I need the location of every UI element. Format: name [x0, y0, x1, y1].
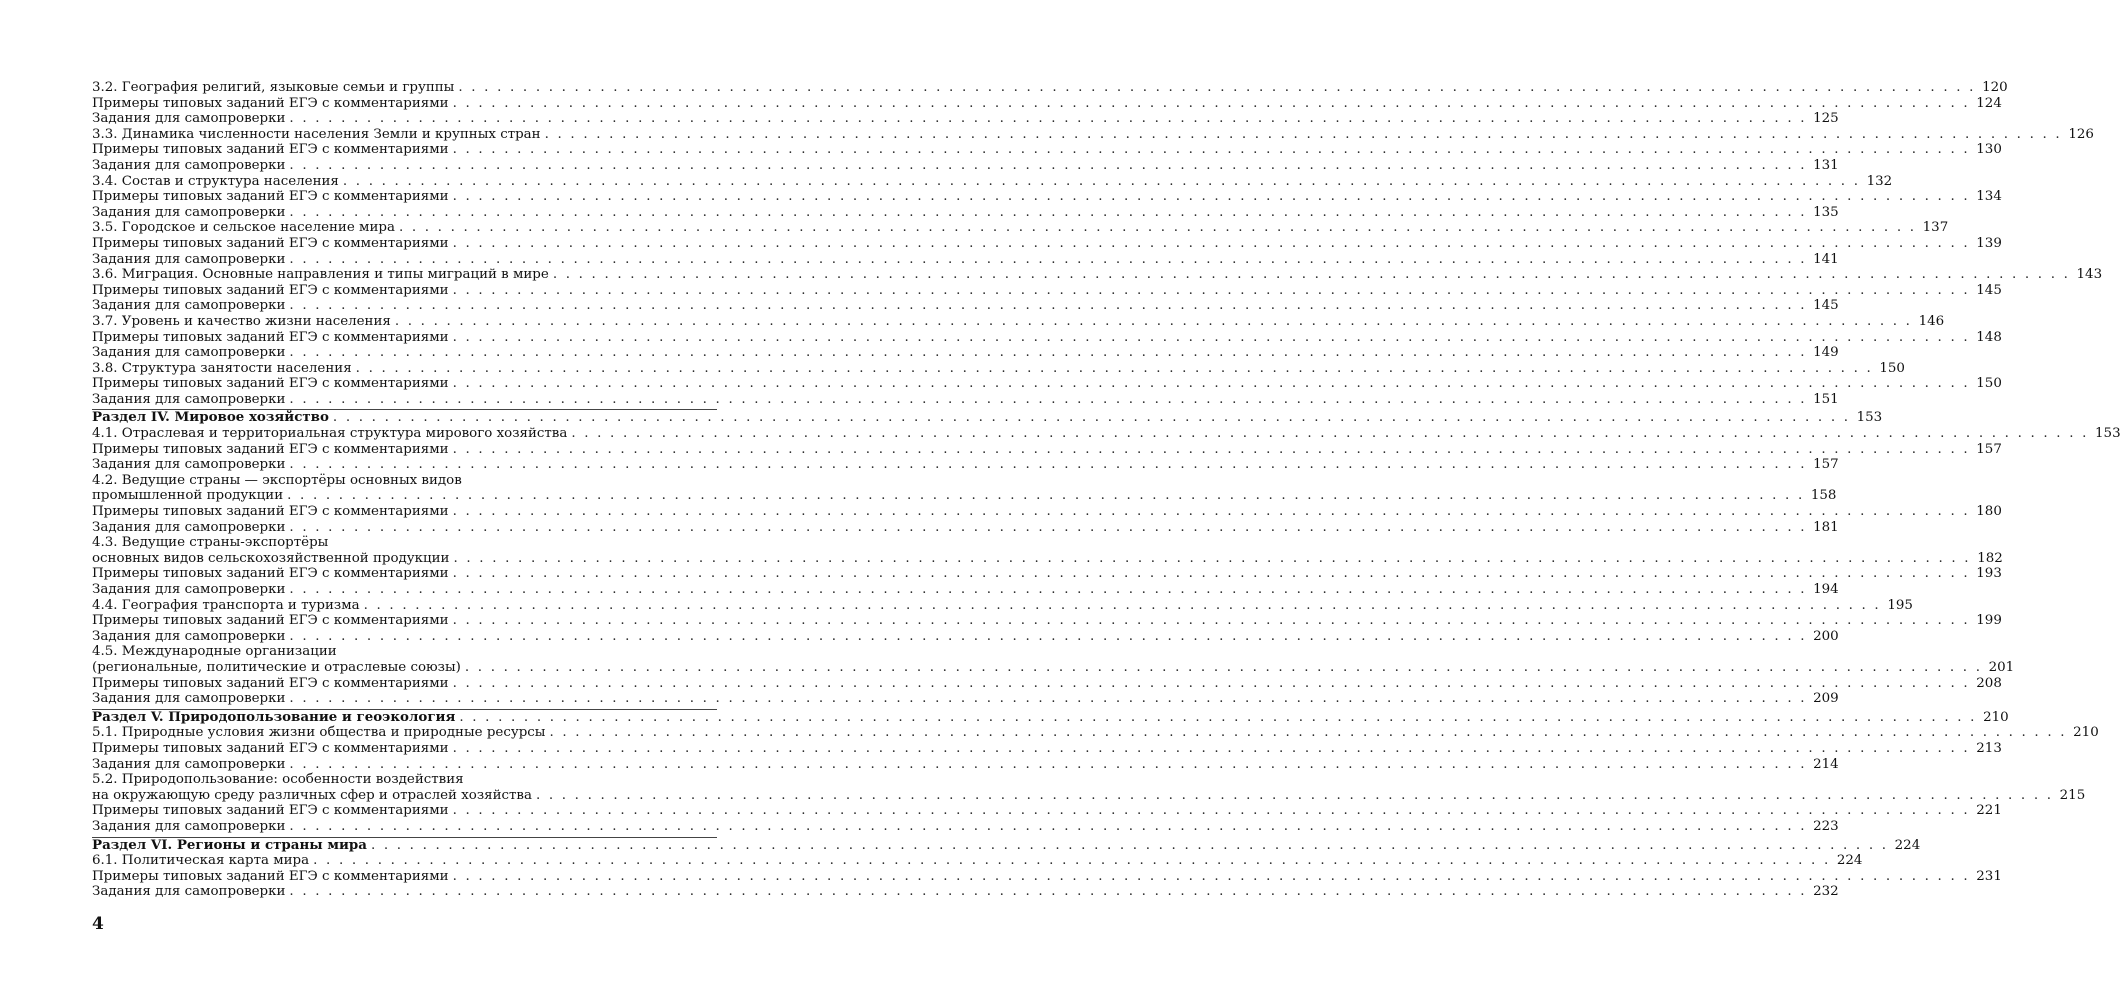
toc-entry-title: 3.8. Структура занятости населения	[92, 360, 352, 376]
toc-entry-title: Задания для самопроверки	[92, 391, 286, 407]
toc-entry-title: Примеры типовых заданий ЕГЭ с комментариями	[92, 613, 449, 629]
toc-entry-row	[92, 818, 1839, 835]
toc-entry-heading-line: 5.2. Природопользование: особенности воздействия	[92, 772, 464, 788]
toc-entry-page: 153	[1856, 410, 1883, 426]
dot-leader	[289, 205, 1806, 221]
toc-entry-page: 145	[1813, 298, 1839, 314]
toc-entry-title: Задания для самопроверки	[92, 204, 286, 220]
toc-entry-title: Задания для самопроверки	[92, 691, 286, 707]
dot-leader	[458, 80, 1975, 96]
toc-entry-row	[92, 376, 2002, 392]
toc-entry-page: 201	[1988, 659, 2015, 675]
dot-leader	[287, 488, 1804, 504]
toc-section-row	[92, 409, 1883, 426]
dot-leader	[333, 410, 1850, 426]
toc-entry-page: 149	[1813, 345, 1839, 361]
toc-section-row	[92, 836, 1921, 854]
dot-leader	[364, 598, 1881, 614]
toc-entry-row	[92, 251, 1839, 268]
toc-entry-row	[92, 550, 2003, 567]
toc-entry-title: Примеры типовых заданий ЕГЭ с комментариями	[92, 868, 449, 884]
toc-entry-page: 153	[2095, 426, 2121, 442]
toc-entry-title: Примеры типовых заданий ЕГЭ с комментариями	[92, 376, 449, 392]
dot-leader	[453, 142, 1970, 158]
toc-entry-page: 137	[1922, 220, 1949, 236]
toc-entry-page: 150	[1879, 360, 1905, 376]
toc-entry-title: Задания для самопроверки	[92, 582, 286, 597]
toc-entry-row	[92, 329, 2002, 346]
toc-entry-page: 200	[1813, 628, 1839, 644]
toc-entry-row	[92, 868, 2002, 885]
dot-leader	[453, 741, 1970, 757]
toc-entry-title: Задания для самопроверки	[92, 457, 286, 473]
toc-entry-row	[92, 597, 1913, 614]
toc-entry-page: 232	[1813, 884, 1839, 900]
toc-entry-row	[92, 267, 2103, 283]
toc-entry-row	[92, 675, 2002, 692]
toc-entry-row	[92, 566, 2002, 582]
toc-entry-title: Задания для самопроверки	[92, 251, 286, 267]
toc-entry-page: 210	[2073, 725, 2099, 741]
dot-leader	[395, 314, 1912, 330]
toc-entry-title: Примеры типовых заданий ЕГЭ с комментариями	[92, 142, 449, 158]
toc-entry-title: 3.5. Городское и сельское население мира	[92, 220, 395, 236]
toc-section-row	[92, 708, 2009, 726]
toc-entry-page: 158	[1810, 488, 1837, 504]
toc-entry-row	[92, 613, 2002, 629]
toc-entry-page: 214	[1813, 756, 1839, 772]
dot-leader	[453, 551, 1970, 567]
toc-entry-title: Задания для самопроверки	[92, 345, 286, 361]
toc-entry-page: 150	[1976, 376, 2002, 392]
toc-entry-title: на окружающую среду различных сфер и отраслей хозяйства	[92, 787, 532, 803]
dot-leader	[289, 520, 1806, 536]
dot-leader	[453, 442, 1970, 458]
toc-entry-page: 135	[1813, 204, 1839, 220]
toc-entry-page: 151	[1813, 391, 1839, 407]
toc-entry-page: 157	[1813, 457, 1839, 473]
toc-entry-title: Задания для самопроверки	[92, 519, 286, 535]
toc-entry-page: 210	[1983, 709, 2009, 725]
dot-leader	[399, 220, 1916, 236]
dot-leader	[549, 725, 2066, 741]
toc-entry-page: 134	[1976, 189, 2002, 205]
toc-entry-page: 195	[1887, 597, 1913, 613]
toc-entry-row	[92, 756, 1839, 773]
toc-entry-page: 224	[1836, 853, 1863, 869]
toc-entry-row	[92, 80, 2008, 96]
toc-entry-title: Задания для самопроверки	[92, 628, 286, 644]
toc-entry-row	[92, 519, 1839, 536]
toc-entry-title: Раздел IV. Мировое хозяйство	[92, 409, 329, 426]
dot-leader	[289, 111, 1806, 127]
toc-entry-title: 6.1. Политическая карта мира	[92, 853, 310, 869]
toc-entry-heading-line: 4.3. Ведущие страны-экспортёры	[92, 535, 329, 551]
toc-entry-row	[92, 126, 2094, 143]
toc-entry-page: 182	[1977, 550, 2003, 566]
toc-entry-row	[92, 884, 1839, 900]
toc-entry-page: 131	[1813, 157, 1839, 173]
toc-entry-title: Примеры типовых заданий ЕГЭ с комментариями	[92, 675, 449, 691]
toc-entry-row	[92, 582, 1839, 598]
toc-entry-row	[92, 504, 2002, 520]
toc-entry-row	[92, 628, 1839, 645]
toc-entry-page: 194	[1813, 582, 1839, 597]
toc-entry-page: 130	[1976, 142, 2002, 158]
toc-entry-page: 141	[1813, 251, 1839, 267]
dot-leader	[459, 710, 1976, 726]
dot-leader	[536, 788, 2053, 804]
toc-entry-page: 143	[2076, 267, 2103, 283]
toc-entry-row	[92, 426, 2121, 442]
dot-leader	[289, 392, 1806, 408]
toc-entry-page: 224	[1894, 837, 1921, 853]
toc-entry-row	[92, 95, 2002, 112]
toc-entry-title: Примеры типовых заданий ЕГЭ с комментариями	[92, 189, 449, 205]
toc-entry-page: 199	[1976, 613, 2002, 629]
toc-entry-page: 148	[1976, 329, 2002, 345]
toc-entry-page: 120	[1982, 80, 2008, 95]
toc-entry-title: Задания для самопроверки	[92, 884, 286, 900]
toc-entry-title: 4.1. Отраслевая и территориальная структура мирового хозяйства	[92, 426, 568, 442]
dot-leader	[453, 869, 1970, 885]
dot-leader	[453, 613, 1970, 629]
toc-entry-title: Задания для самопроверки	[92, 111, 286, 127]
dot-leader	[453, 803, 1970, 819]
toc-entry-row	[92, 220, 1949, 236]
dot-leader	[453, 504, 1970, 520]
toc-entry-page: 221	[1976, 803, 2002, 819]
dot-leader	[453, 676, 1970, 692]
toc-entry-title: Примеры типовых заданий ЕГЭ с комментариями	[92, 566, 449, 582]
toc-entry-title: промышленной продукции	[92, 488, 284, 504]
toc-entry-page: 223	[1813, 818, 1839, 834]
toc-entry-title: Раздел VI. Регионы и страны мира	[92, 836, 367, 853]
dot-leader	[313, 853, 1830, 869]
toc-entry-row	[92, 173, 1893, 190]
toc-entry-title: основных видов сельскохозяйственной продукции	[92, 550, 450, 566]
dot-leader	[453, 330, 1970, 346]
dot-leader	[453, 283, 1970, 299]
toc-entry-row	[92, 391, 1839, 408]
dot-leader	[453, 96, 1970, 112]
dot-leader	[289, 158, 1806, 174]
toc-entry-row	[92, 282, 2002, 299]
toc-entry-row	[92, 457, 1839, 473]
toc-entry-title: Примеры типовых заданий ЕГЭ с комментариями	[92, 235, 449, 251]
toc-entry-title: 5.1. Природные условия жизни общества и природные ресурсы	[92, 725, 546, 741]
toc-entry-title: Примеры типовых заданий ЕГЭ с комментариями	[92, 95, 449, 111]
dot-leader	[571, 426, 2088, 442]
toc-entry-title: Задания для самопроверки	[92, 756, 286, 772]
dot-leader	[453, 376, 1970, 392]
toc-entry-page: 231	[1976, 868, 2002, 884]
toc-entry-page: 213	[1976, 740, 2002, 756]
toc-entry-page: 208	[1976, 675, 2002, 691]
toc-entry-row	[92, 111, 1839, 127]
dot-leader	[289, 819, 1806, 835]
toc-entry-page: 124	[1976, 95, 2002, 111]
toc-entry-title: Примеры типовых заданий ЕГЭ с комментариями	[92, 504, 449, 520]
dot-leader	[545, 127, 2062, 143]
toc-entry-page: 209	[1813, 691, 1839, 707]
toc-entry-title: Задания для самопроверки	[92, 298, 286, 314]
toc-entry-row	[92, 204, 1839, 221]
dot-leader	[453, 189, 1970, 205]
toc-entry-title: Примеры типовых заданий ЕГЭ с комментариями	[92, 441, 449, 457]
toc-entry-page: 193	[1976, 566, 2002, 582]
toc-entry-title: (региональные, политические и отраслевые союзы)	[92, 659, 461, 675]
toc-entry-row	[92, 691, 1839, 707]
dot-leader	[356, 361, 1873, 377]
dot-leader	[289, 691, 1806, 707]
toc-entry-page: 180	[1976, 504, 2002, 520]
toc-entry-row	[92, 725, 2099, 741]
toc-entry-row	[92, 345, 1839, 361]
toc-entry-row	[92, 441, 2002, 458]
toc-entry-page: 157	[1976, 441, 2002, 457]
toc-entry-row	[92, 189, 2002, 205]
toc-entry-title: Раздел V. Природопользование и геоэкология	[92, 708, 456, 725]
toc-entry-title: 3.7. Уровень и качество жизни населения	[92, 313, 391, 329]
dot-leader	[289, 345, 1806, 361]
toc-entry-page: 181	[1813, 519, 1839, 535]
toc-entry-row	[92, 659, 2015, 676]
toc-entry-heading-line: 4.2. Ведущие страны — экспортёры основных видов	[92, 472, 462, 488]
dot-leader	[453, 566, 1970, 582]
toc-entry-title: Примеры типовых заданий ЕГЭ с комментариями	[92, 803, 449, 819]
toc-entry-page: 126	[2068, 126, 2094, 142]
toc-entry-heading-line: 4.5. Международные организации	[92, 644, 337, 660]
toc-entry-page: 145	[1976, 282, 2002, 298]
page-number: 4	[92, 914, 104, 934]
toc-entry-row	[92, 157, 1839, 174]
toc-entry-title: Задания для самопроверки	[92, 157, 286, 173]
toc-entry-page: 139	[1976, 235, 2002, 251]
toc-entry-page: 146	[1918, 313, 1945, 329]
dot-leader	[289, 629, 1806, 645]
toc-entry-title: 3.3. Динамика численности населения Земли и крупных стран	[92, 126, 541, 142]
toc-entry-row	[92, 787, 2086, 804]
toc-entry-title: Примеры типовых заданий ЕГЭ с комментариями	[92, 282, 449, 298]
toc-entry-row	[92, 142, 2002, 158]
toc-entry-row	[92, 853, 1863, 869]
dot-leader	[343, 174, 1860, 190]
dot-leader	[289, 252, 1806, 268]
toc-entry-row	[92, 235, 2002, 252]
dot-leader	[289, 582, 1806, 598]
toc-entry-page: 125	[1813, 111, 1839, 127]
toc-entry-row	[92, 740, 2002, 757]
dot-leader	[289, 884, 1806, 900]
toc-entry-row	[92, 313, 1945, 330]
dot-leader	[289, 298, 1806, 314]
toc-entry-title: 3.6. Миграция. Основные направления и типы миграций в мире	[92, 267, 549, 283]
toc-entry-title: Задания для самопроверки	[92, 818, 286, 834]
toc-entry-title: 3.4. Состав и структура населения	[92, 173, 339, 189]
dot-leader	[553, 267, 2070, 283]
toc-entry-title: Примеры типовых заданий ЕГЭ с комментариями	[92, 740, 449, 756]
toc-entry-title: 4.4. География транспорта и туризма	[92, 597, 360, 613]
dot-leader	[289, 757, 1806, 773]
dot-leader	[371, 838, 1888, 854]
dot-leader	[289, 457, 1806, 473]
toc-entry-title: 3.2. География религий, языковые семьи и группы	[92, 80, 455, 95]
toc-entry-row	[92, 488, 1837, 504]
toc-entry-row	[92, 298, 1839, 314]
dot-leader	[465, 660, 1982, 676]
table-of-contents	[92, 80, 2121, 900]
toc-entry-row	[92, 803, 2002, 819]
toc-entry-title: Примеры типовых заданий ЕГЭ с комментариями	[92, 329, 449, 345]
toc-entry-row	[92, 360, 1905, 377]
toc-entry-page: 215	[2059, 787, 2086, 803]
toc-entry-page: 132	[1866, 173, 1893, 189]
dot-leader	[453, 236, 1970, 252]
